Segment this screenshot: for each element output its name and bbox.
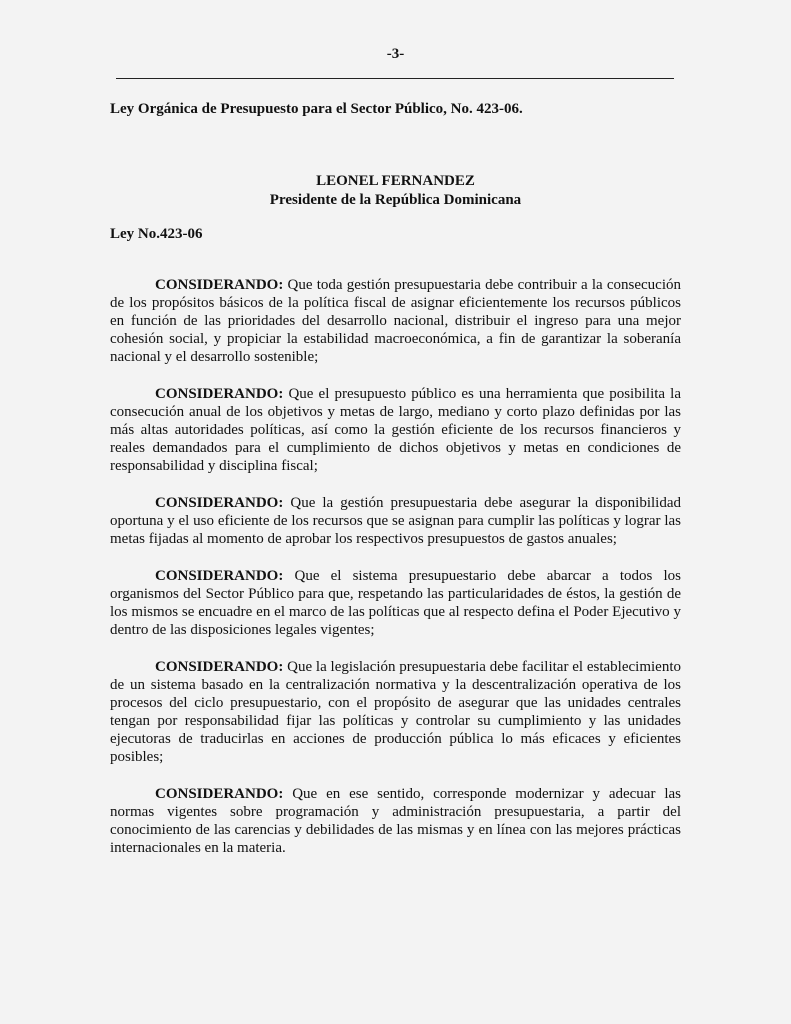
clause-keyword: CONSIDERANDO:	[155, 659, 284, 675]
clause-paragraph	[110, 385, 681, 475]
clause-text: Que la gestión presupuestaria debe asegurar la disponibilidad oportuna y el uso eficiente de los recursos que se asignan para cumplir las políticas y lograr las metas fijadas al momento de aprobar los respectivos presupuestos de gastos anuales;	[110, 495, 681, 547]
clause-keyword: CONSIDERANDO:	[155, 495, 284, 511]
clause-paragraph	[110, 567, 681, 639]
clause-text: Que toda gestión presupuestaria debe contribuir a la consecución de los propósitos básicos de la política fiscal de asignar eficientemente los recursos públicos en función de las prioridades del desarrollo nacional, distribuir el ingreso para una mejor cohesión social, y propiciar la estabilidad macroeconómica, a fin de garantizar la soberanía nacional y el desarrollo sostenible;	[110, 277, 681, 365]
clause-paragraph	[110, 658, 681, 766]
signatory-name: LEONEL FERNANDEZ	[316, 173, 475, 189]
law-number: Ley No.423-06	[110, 226, 203, 242]
clause-keyword: CONSIDERANDO:	[155, 568, 284, 584]
clause-text: Que el sistema presupuestario debe abarcar a todos los organismos del Sector Público para que, respetando las particularidades de éstos, la gestión de los mismos se encuadre en el marco de las políticas que al respecto defina el Poder Ejecutivo y dentro de las disposiciones legales vigentes;	[110, 568, 681, 638]
clause-paragraph	[110, 494, 681, 548]
signatory-block	[0, 172, 791, 210]
clause-paragraph	[110, 276, 681, 366]
clauses-section	[110, 276, 681, 876]
clause-text: Que el presupuesto público es una herramienta que posibilita la consecución anual de los objetivos y metas de largo, mediano y corto plazo definidas por las más altas autoridades políticas, así como la gestión eficiente de los recursos financieros y reales demandados para el cumplimiento de dichos objetivos y metas en condiciones de responsabilidad y disciplina fiscal;	[110, 386, 681, 474]
clause-text: Que en ese sentido, corresponde modernizar y adecuar las normas vigentes sobre programación y administración presupuestaria, a partir del conocimiento de las carencias y debilidades de las mismas y en línea con las mejores prácticas internacionales en la materia.	[110, 786, 681, 856]
law-title: Ley Orgánica de Presupuesto para el Sector Público, No. 423-06.	[110, 101, 523, 117]
clause-keyword: CONSIDERANDO:	[155, 386, 284, 402]
signatory-role: Presidente de la República Dominicana	[269, 192, 522, 208]
clause-text: Que la legislación presupuestaria debe facilitar el establecimiento de un sistema basado en la centralización normativa y la descentralización operativa de los procesos del ciclo presupuestario, con el propósito de asegurar que las unidades centrales tengan por responsabilidad fijar las políticas y controlar su cumplimiento y las unidades ejecutoras de traducirlas en acciones de producción pública lo más eficaces y eficientes posibles;	[110, 659, 681, 765]
clause-paragraph	[110, 785, 681, 857]
page-number: -3-	[386, 46, 405, 62]
header-divider	[116, 78, 674, 79]
clause-keyword: CONSIDERANDO:	[155, 786, 284, 802]
clause-keyword: CONSIDERANDO:	[155, 277, 284, 293]
